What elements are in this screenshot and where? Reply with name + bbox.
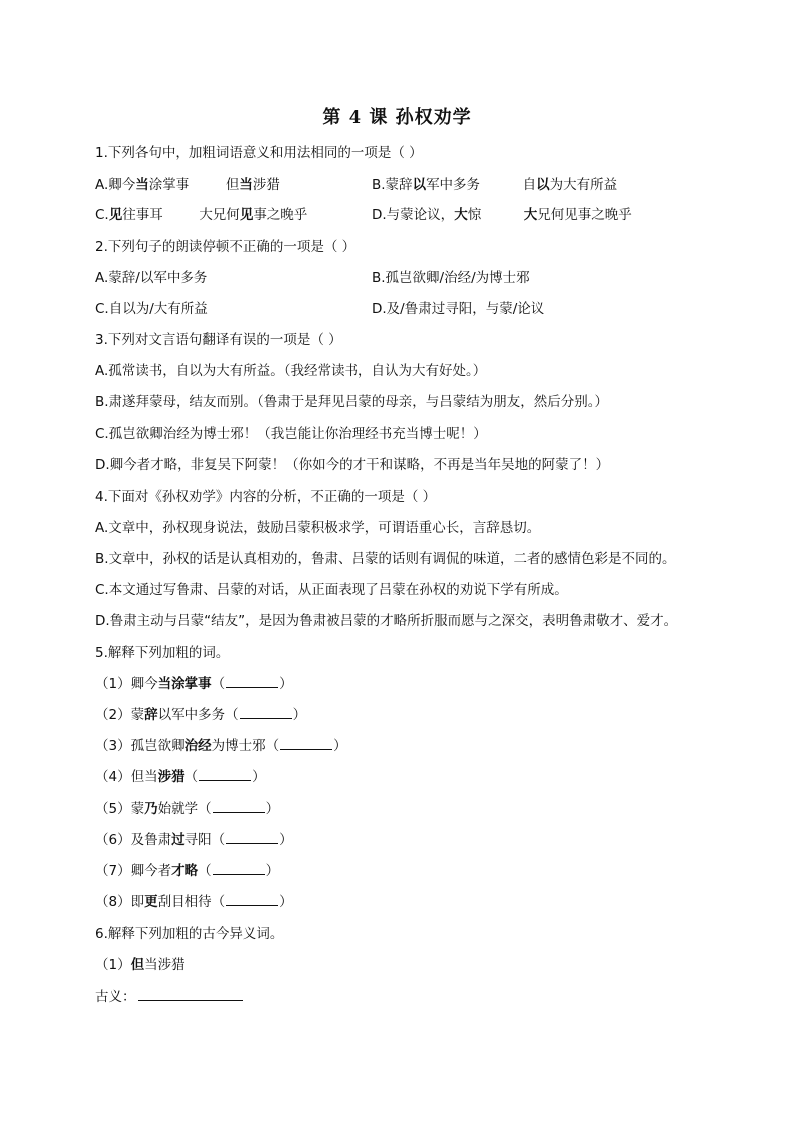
- q5-item-3: （3）孤岂欲卿治经为博士邪（ ）: [95, 738, 347, 754]
- q2-option-d: D.及/鲁肃过寻阳，与蒙/论议: [372, 301, 545, 317]
- q5-item-5: （5）蒙乃始就学（ ）: [95, 801, 280, 817]
- q3-option-c: C.孤岂欲卿治经为博士邪！（我岂能让你治理经书充当博士呢！）: [95, 426, 487, 442]
- q2-option-a: A.蒙辞/以军中多务: [95, 270, 208, 286]
- q6-ancient-meaning: 古义：: [95, 987, 243, 1007]
- q2-option-b: B.孤岂欲卿/治经/为博士邪: [372, 270, 530, 286]
- answer-blank[interactable]: [280, 737, 332, 750]
- q5-item-4: （4）但当涉猎（ ）: [95, 769, 266, 785]
- q3-option-d: D.卿今者才略，非复吴下阿蒙！（你如今的才干和谋略，不再是当年吴地的阿蒙了！）: [95, 457, 610, 473]
- q4-option-a: A.文章中，孙权现身说法，鼓励吕蒙积极求学，可谓语重心长，言辞恳切。: [95, 520, 541, 536]
- answer-blank[interactable]: [226, 893, 278, 906]
- q4-stem: 4.下面对《孙权劝学》内容的分析，不正确的一项是（ ）: [95, 489, 437, 505]
- q1-option-c: C.见往事耳 大兄何见事之晚乎: [95, 207, 308, 223]
- q3-option-a: A.孤常读书，自以为大有所益。（我经常读书，自认为大有好处。）: [95, 363, 487, 379]
- q4-option-d: D.鲁肃主动与吕蒙“结友”，是因为鲁肃被吕蒙的才略所折服而愿与之深交，表明鲁肃敬才、爱才。: [95, 613, 678, 629]
- answer-blank[interactable]: [199, 768, 251, 781]
- answer-blank[interactable]: [213, 862, 265, 875]
- q3-option-b: B.肃遂拜蒙母，结友而别。（鲁肃于是拜见吕蒙的母亲，与吕蒙结为朋友，然后分别。）: [95, 394, 609, 410]
- q6-item-1: （1）但当涉猎: [95, 957, 185, 973]
- answer-blank[interactable]: [226, 831, 278, 844]
- q4-option-c: C.本文通过写鲁肃、吕蒙的对话，从正面表现了吕蒙在孙权的劝说下学有所成。: [95, 582, 568, 598]
- answer-blank[interactable]: [213, 800, 265, 813]
- q3-stem: 3.下列对文言语句翻译有误的一项是（ ）: [95, 332, 342, 348]
- q1-option-b: B.蒙辞以军中多务 自以为大有所益: [372, 177, 618, 193]
- q1-stem: 1.下列各句中，加粗词语意义和用法相同的一项是（ ）: [95, 145, 423, 161]
- q5-item-1: （1）卿今当涂掌事（ ）: [95, 676, 293, 692]
- q1-option-d: D.与蒙论议，大惊 大兄何见事之晚乎: [372, 207, 632, 223]
- q5-stem: 5.解释下列加粗的词。: [95, 645, 230, 661]
- q5-item-7: （7）卿今者才略（ ）: [95, 863, 280, 879]
- q6-stem: 6.解释下列加粗的古今异义词。: [95, 926, 284, 942]
- q2-option-c: C.自以为/大有所益: [95, 301, 208, 317]
- answer-blank[interactable]: [226, 675, 278, 688]
- q1-option-a: A.卿今当涂掌事 但当涉猎: [95, 177, 280, 193]
- q4-option-b: B.文章中，孙权的话是认真相劝的，鲁肃、吕蒙的话则有调侃的味道，二者的感情色彩是不同的。: [95, 551, 676, 567]
- q5-item-8: （8）即更刮目相待（ ）: [95, 894, 293, 910]
- q5-item-6: （6）及鲁肃过寻阳（ ）: [95, 832, 293, 848]
- page-title: 第 4 课 孙权劝学: [322, 107, 472, 128]
- q2-stem: 2.下列句子的朗读停顿不正确的一项是（ ）: [95, 239, 356, 255]
- answer-blank[interactable]: [138, 988, 243, 1001]
- q5-item-2: （2）蒙辞以军中多务（ ）: [95, 707, 307, 723]
- answer-blank[interactable]: [240, 706, 292, 719]
